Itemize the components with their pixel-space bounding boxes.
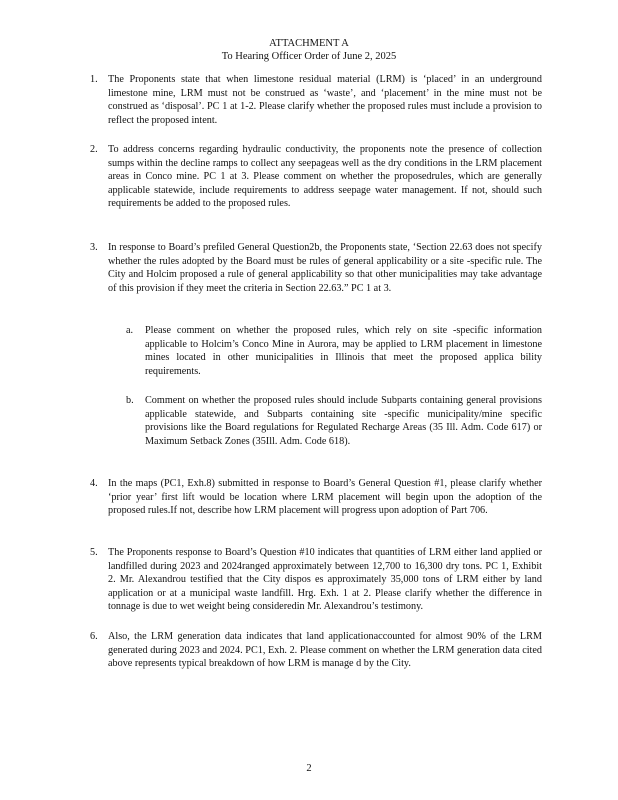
item-text: To address concerns regarding hydraulic conductivity, the proponents note the presence of collection sumps within the decline ramps to collect any seepageas well as the dry conditions in the LRM placement areas in Conco mine. PC 1 at 3. Please comment on whether the proposedrules, which are generally applicable statewide, include requirements to address seepage water management. If not, should such requirements be added to the proposed rules. — [108, 144, 542, 210]
question-item-2 — [90, 143, 542, 211]
item-text: The Proponents response to Board’s Question #10 indicates that quantities of LRM either land applied or landfilled during 2023 and 2024ranged approximately between 12,700 to 16,300 dry tons. PC 1, Exhibit 2. Mr. Alexandrou testified that the City dispos es approximately 35,000 tons of LRM either by land application or at a municipal waste landfill. Hrg. Exh. 1 at 2. Please clarify whether the difference in tonnage is due to wet weight being consideredin Mr. Alexandrou’s testimony. — [108, 547, 542, 613]
item-number: 2. — [90, 144, 98, 155]
page-number: 2 — [306, 763, 312, 774]
subitem-letter: b. — [126, 395, 134, 406]
attachment-title: ATTACHMENT A — [269, 38, 349, 49]
question-item-3 — [90, 241, 542, 295]
item-text: The Proponents state that when limestone residual material (LRM) is ‘placed’ in an underground limestone mine, LRM must not be construed as ‘waste’, and ‘placement’ in the mine must not be construed as ‘disposal’. PC 1 at 1-2. Please clarify whether the proposed rules must include a provision to reflect the proposed intent. — [108, 74, 542, 126]
order-reference: To Hearing Officer Order of June 2, 2025 — [221, 51, 397, 62]
question-item-1 — [90, 73, 542, 127]
item-text: In response to Board’s prefiled General Question2b, the Proponents state, ‘Section 22.63 does not specify whether the rules adopted by the Board must be rules of general applicability or a site -specific rule. The City and Holcim proposed a rule of general applicability so that other municipalities may take advantage of this provision if they meet the criteria in Section 22.63.” PC 1 at 3. — [108, 242, 542, 294]
item-text: Also, the LRM generation data indicates that land applicationaccounted for almost 90% of the LRM generated during 2023 and 2024. PC1, Exh. 2. Please comment on whether the LRM generation data cited above represents typical breakdown of how LRM is manage d by the City. — [108, 631, 542, 670]
item-number: 6. — [90, 631, 98, 642]
subitem-text: Please comment on whether the proposed rules, which rely on site -specific information applicable to Holcim’s Conco Mine in Aurora, may be applied to LRM placement in limestone mines located in other municipalities in Illinois that meet the proposed applica bility requirements. — [145, 325, 542, 377]
subitem-text: Comment on whether the proposed rules should include Subparts containing general provisions applicable statewide, and Subparts containing site -specific municipality/mine specific provisions like the Board regulations for Regulated Recharge Areas (35 Ill. Adm. Code 617) or Maximum Setback Zones (35Ill. Adm. Code 618). — [145, 395, 542, 447]
item-text: In the maps (PC1, Exh.8) submitted in response to Board’s General Question #1, please clarify whether ‘prior year’ first lift would be location where LRM placement will begin upon the adoption of the proposed rules.If not, describe how LRM placement will progress upon adoption of Part 706. — [108, 478, 542, 517]
question-item-6 — [90, 630, 542, 671]
item-number: 3. — [90, 242, 98, 253]
question-subitem-b — [126, 394, 542, 448]
item-number: 5. — [90, 547, 98, 558]
item-number: 1. — [90, 74, 98, 85]
question-subitem-a — [126, 324, 542, 378]
question-item-4 — [90, 477, 542, 518]
question-item-5 — [90, 546, 542, 614]
item-number: 4. — [90, 478, 98, 489]
subitem-letter: a. — [126, 325, 134, 336]
